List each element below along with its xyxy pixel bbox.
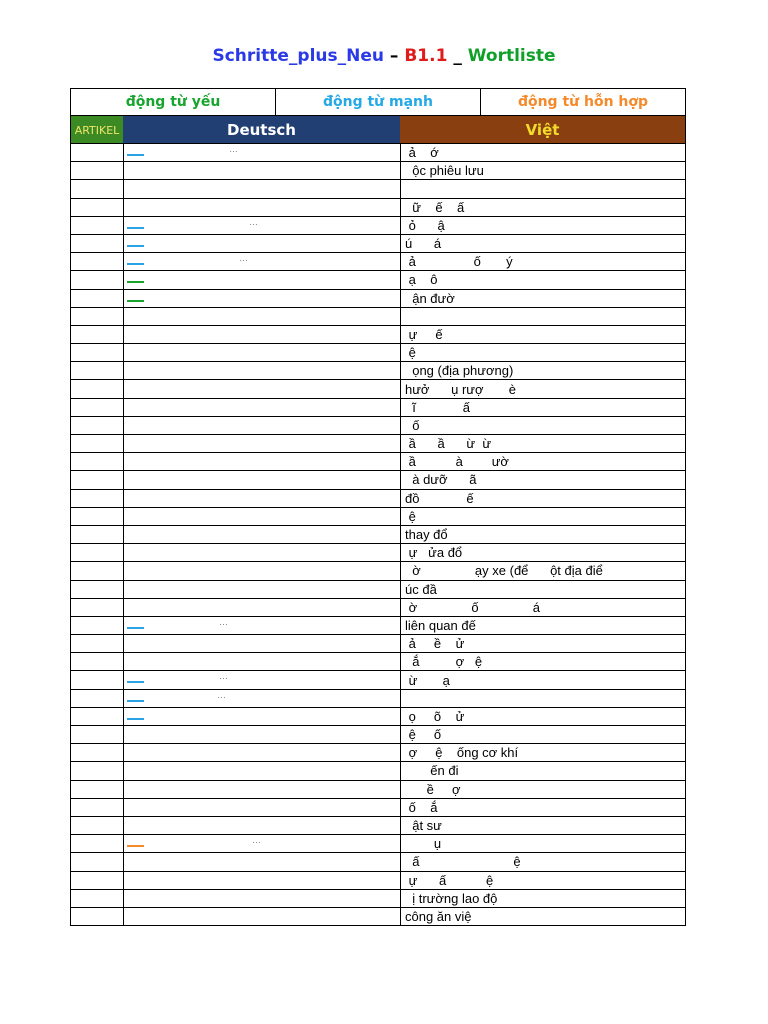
deutsch-cell[interactable] [124,562,401,580]
verb-type-legend [70,88,686,116]
table-row [71,144,686,162]
viet-cell[interactable] [401,180,686,198]
viet-cell[interactable]: công ăn việ [401,907,686,925]
word-table-body [71,144,686,926]
artikel-cell[interactable] [71,344,124,362]
artikel-cell[interactable] [71,216,124,234]
viet-cell[interactable] [401,689,686,707]
deutsch-cell[interactable] [124,762,401,780]
ellipsis-marker: … [252,835,262,846]
table-row [71,816,686,834]
viet-cell[interactable]: ỏ ậ [401,216,686,234]
viet-cell[interactable]: ệ [401,344,686,362]
artikel-cell[interactable] [71,780,124,798]
deutsch-cell[interactable] [124,689,401,707]
viet-cell[interactable]: ề ợ [401,780,686,798]
title-separator-2: _ [447,46,468,66]
table-row [71,416,686,434]
viet-cell[interactable]: ữ ế ấ [401,198,686,216]
title-separator: – [383,46,405,66]
table-row [71,253,686,271]
table-row [71,289,686,307]
deutsch-cell[interactable] [124,453,401,471]
ellipsis-marker: … [219,671,229,682]
viet-cell[interactable]: ụ [401,835,686,853]
artikel-cell[interactable] [71,653,124,671]
verb-type-marker [127,718,144,720]
verb-type-marker [127,300,144,302]
viet-cell[interactable]: ả ớ [401,144,686,162]
viet-cell[interactable]: đồ ế [401,489,686,507]
artikel-cell[interactable] [71,598,124,616]
deutsch-cell[interactable] [124,435,401,453]
deutsch-cell[interactable] [124,726,401,744]
table-row [71,398,686,416]
table-row [71,198,686,216]
deutsch-cell[interactable] [124,653,401,671]
table-row [71,544,686,562]
viet-cell[interactable]: ệ [401,507,686,525]
header-artikel: ARTIKEL [71,116,123,144]
artikel-cell[interactable] [71,798,124,816]
deutsch-cell[interactable] [124,234,401,252]
table-row [71,726,686,744]
viet-cell[interactable]: ự ấ ệ [401,871,686,889]
viet-cell[interactable]: ắ ợ ệ [401,653,686,671]
viet-cell[interactable]: ến đi [401,762,686,780]
viet-cell[interactable]: ố ắ [401,798,686,816]
artikel-cell[interactable] [71,471,124,489]
artikel-cell[interactable] [71,380,124,398]
viet-cell[interactable]: ờ ạy xe (để ột địa điể [401,562,686,580]
legend-strong-verb: động từ mạnh [276,89,481,115]
artikel-cell[interactable] [71,507,124,525]
table-row [71,762,686,780]
viet-cell[interactable]: liên quan đế [401,616,686,634]
deutsch-cell[interactable] [124,289,401,307]
table-row [71,580,686,598]
title-wordlist: Wortliste [467,46,556,66]
artikel-cell[interactable] [71,889,124,907]
artikel-cell[interactable] [71,435,124,453]
deutsch-cell[interactable] [124,671,401,689]
viet-cell[interactable]: ầ ầ ừ ừ [401,435,686,453]
deutsch-cell[interactable] [124,325,401,343]
deutsch-cell[interactable] [124,544,401,562]
table-row [71,380,686,398]
deutsch-cell[interactable] [124,180,401,198]
viet-cell[interactable]: ả ề ử [401,635,686,653]
deutsch-cell[interactable] [124,198,401,216]
table-row [71,689,686,707]
header-deutsch: Deutsch [123,116,400,144]
viet-cell[interactable]: ự ửa đổ [401,544,686,562]
legend-mixed-verb: động từ hỗn hợp [517,94,649,110]
table-row [71,471,686,489]
artikel-cell[interactable] [71,726,124,744]
table-row [71,744,686,762]
artikel-cell[interactable] [71,762,124,780]
deutsch-cell[interactable] [124,616,401,634]
deutsch-cell[interactable] [124,525,401,543]
viet-cell[interactable]: thay đổ [401,525,686,543]
artikel-cell[interactable] [71,180,124,198]
viet-cell[interactable]: ĩ ấ [401,398,686,416]
table-row [71,853,686,871]
viet-cell[interactable]: ạ ô [401,271,686,289]
table-row [71,616,686,634]
artikel-cell[interactable] [71,162,124,180]
deutsch-cell[interactable] [124,471,401,489]
artikel-cell[interactable] [71,707,124,725]
table-row [71,325,686,343]
table-row [71,635,686,653]
deutsch-cell[interactable] [124,707,401,725]
verb-type-marker [127,227,144,229]
artikel-cell[interactable] [71,416,124,434]
viet-cell[interactable]: à dưỡ ã [401,471,686,489]
viet-cell[interactable]: ị trường lao độ [401,889,686,907]
table-row [71,525,686,543]
artikel-cell[interactable] [71,580,124,598]
table-row [71,216,686,234]
artikel-cell[interactable] [71,907,124,925]
title-level: B1.1 [404,46,448,66]
legend-weak-verb: động từ yếu [71,89,276,115]
artikel-cell[interactable] [71,325,124,343]
table-row [71,489,686,507]
deutsch-cell[interactable] [124,507,401,525]
artikel-cell[interactable] [71,744,124,762]
deutsch-cell[interactable] [124,216,401,234]
table-row [71,871,686,889]
verb-type-marker [127,681,144,683]
table-row [71,798,686,816]
artikel-cell[interactable] [71,816,124,834]
viet-cell[interactable]: ả ố ý [401,253,686,271]
table-row [71,435,686,453]
deutsch-cell[interactable] [124,162,401,180]
table-row [71,671,686,689]
artikel-cell[interactable] [71,525,124,543]
deutsch-cell[interactable] [124,344,401,362]
deutsch-cell[interactable] [124,780,401,798]
deutsch-cell[interactable] [124,416,401,434]
deutsch-cell[interactable] [124,635,401,653]
deutsch-cell[interactable] [124,598,401,616]
artikel-cell[interactable] [71,307,124,325]
artikel-cell[interactable] [71,489,124,507]
viet-cell[interactable]: ự ế [401,325,686,343]
viet-cell[interactable]: úc đầ [401,580,686,598]
viet-cell[interactable]: ừ ạ [401,671,686,689]
ellipsis-marker: … [229,144,239,154]
ellipsis-marker: … [239,253,249,264]
deutsch-cell[interactable] [124,907,401,925]
viet-cell[interactable]: ấ ệ [401,853,686,871]
table-row [71,344,686,362]
verb-type-marker [127,700,144,702]
viet-cell[interactable]: ọ õ ử [401,707,686,725]
table-header [70,116,686,144]
viet-cell[interactable]: ờ ố á [401,598,686,616]
artikel-cell[interactable] [71,362,124,380]
artikel-cell[interactable] [71,562,124,580]
artikel-cell[interactable] [71,453,124,471]
verb-type-marker [127,154,144,156]
viet-cell[interactable]: ố [401,416,686,434]
artikel-cell[interactable] [71,253,124,271]
table-row [71,180,686,198]
verb-type-marker [127,281,144,283]
word-table [70,143,686,926]
viet-cell[interactable]: hưở ụ rượ è [401,380,686,398]
verb-type-marker [127,845,144,847]
deutsch-cell[interactable] [124,307,401,325]
artikel-cell[interactable] [71,234,124,252]
table-row [71,598,686,616]
artikel-cell[interactable] [71,671,124,689]
ellipsis-marker: … [249,216,259,227]
viet-cell[interactable]: ọng (địa phương) [401,362,686,380]
viet-cell[interactable]: ệ ố [401,726,686,744]
table-row [71,507,686,525]
table-row [71,234,686,252]
artikel-cell[interactable] [71,198,124,216]
deutsch-cell[interactable] [124,835,401,853]
table-row [71,653,686,671]
verb-type-marker [127,627,144,629]
artikel-cell[interactable] [71,544,124,562]
artikel-cell[interactable] [71,144,124,162]
table-row [71,362,686,380]
artikel-cell[interactable] [71,398,124,416]
artikel-cell[interactable] [71,616,124,634]
deutsch-cell[interactable] [124,871,401,889]
deutsch-cell[interactable] [124,580,401,598]
artikel-cell[interactable] [71,635,124,653]
table-row [71,307,686,325]
deutsch-cell[interactable] [124,144,401,162]
artikel-cell[interactable] [71,689,124,707]
header-viet: Việt [400,116,685,144]
deutsch-cell[interactable] [124,253,401,271]
ellipsis-marker: … [219,616,229,627]
deutsch-cell[interactable] [124,380,401,398]
deutsch-cell[interactable] [124,744,401,762]
deutsch-cell[interactable] [124,889,401,907]
deutsch-cell[interactable] [124,398,401,416]
table-row [71,271,686,289]
table-row [71,907,686,925]
table-row [71,780,686,798]
table-row [71,707,686,725]
table-row [71,453,686,471]
table-row [71,835,686,853]
deutsch-cell[interactable] [124,798,401,816]
viet-cell[interactable]: ầ à ườ [401,453,686,471]
table-row [71,562,686,580]
verb-type-marker [127,263,144,265]
deutsch-cell[interactable] [124,362,401,380]
viet-cell[interactable]: ận đườ [401,289,686,307]
viet-cell[interactable]: ộc phiêu lưu [401,162,686,180]
viet-cell[interactable]: ợ ệ ống cơ khí [401,744,686,762]
artikel-cell[interactable] [71,271,124,289]
artikel-cell[interactable] [71,871,124,889]
viet-cell[interactable] [401,307,686,325]
deutsch-cell[interactable] [124,489,401,507]
table-row [71,162,686,180]
deutsch-cell[interactable] [124,816,401,834]
table-row [71,889,686,907]
artikel-cell[interactable] [71,853,124,871]
ellipsis-marker: … [217,689,227,700]
verb-type-marker [127,245,144,247]
title-book: Schritte_plus_Neu [212,46,384,66]
viet-cell[interactable]: ú á [401,234,686,252]
artikel-cell[interactable] [71,289,124,307]
deutsch-cell[interactable] [124,271,401,289]
deutsch-cell[interactable] [124,853,401,871]
document-title [0,46,768,66]
viet-cell[interactable]: ật sư [401,816,686,834]
artikel-cell[interactable] [71,835,124,853]
